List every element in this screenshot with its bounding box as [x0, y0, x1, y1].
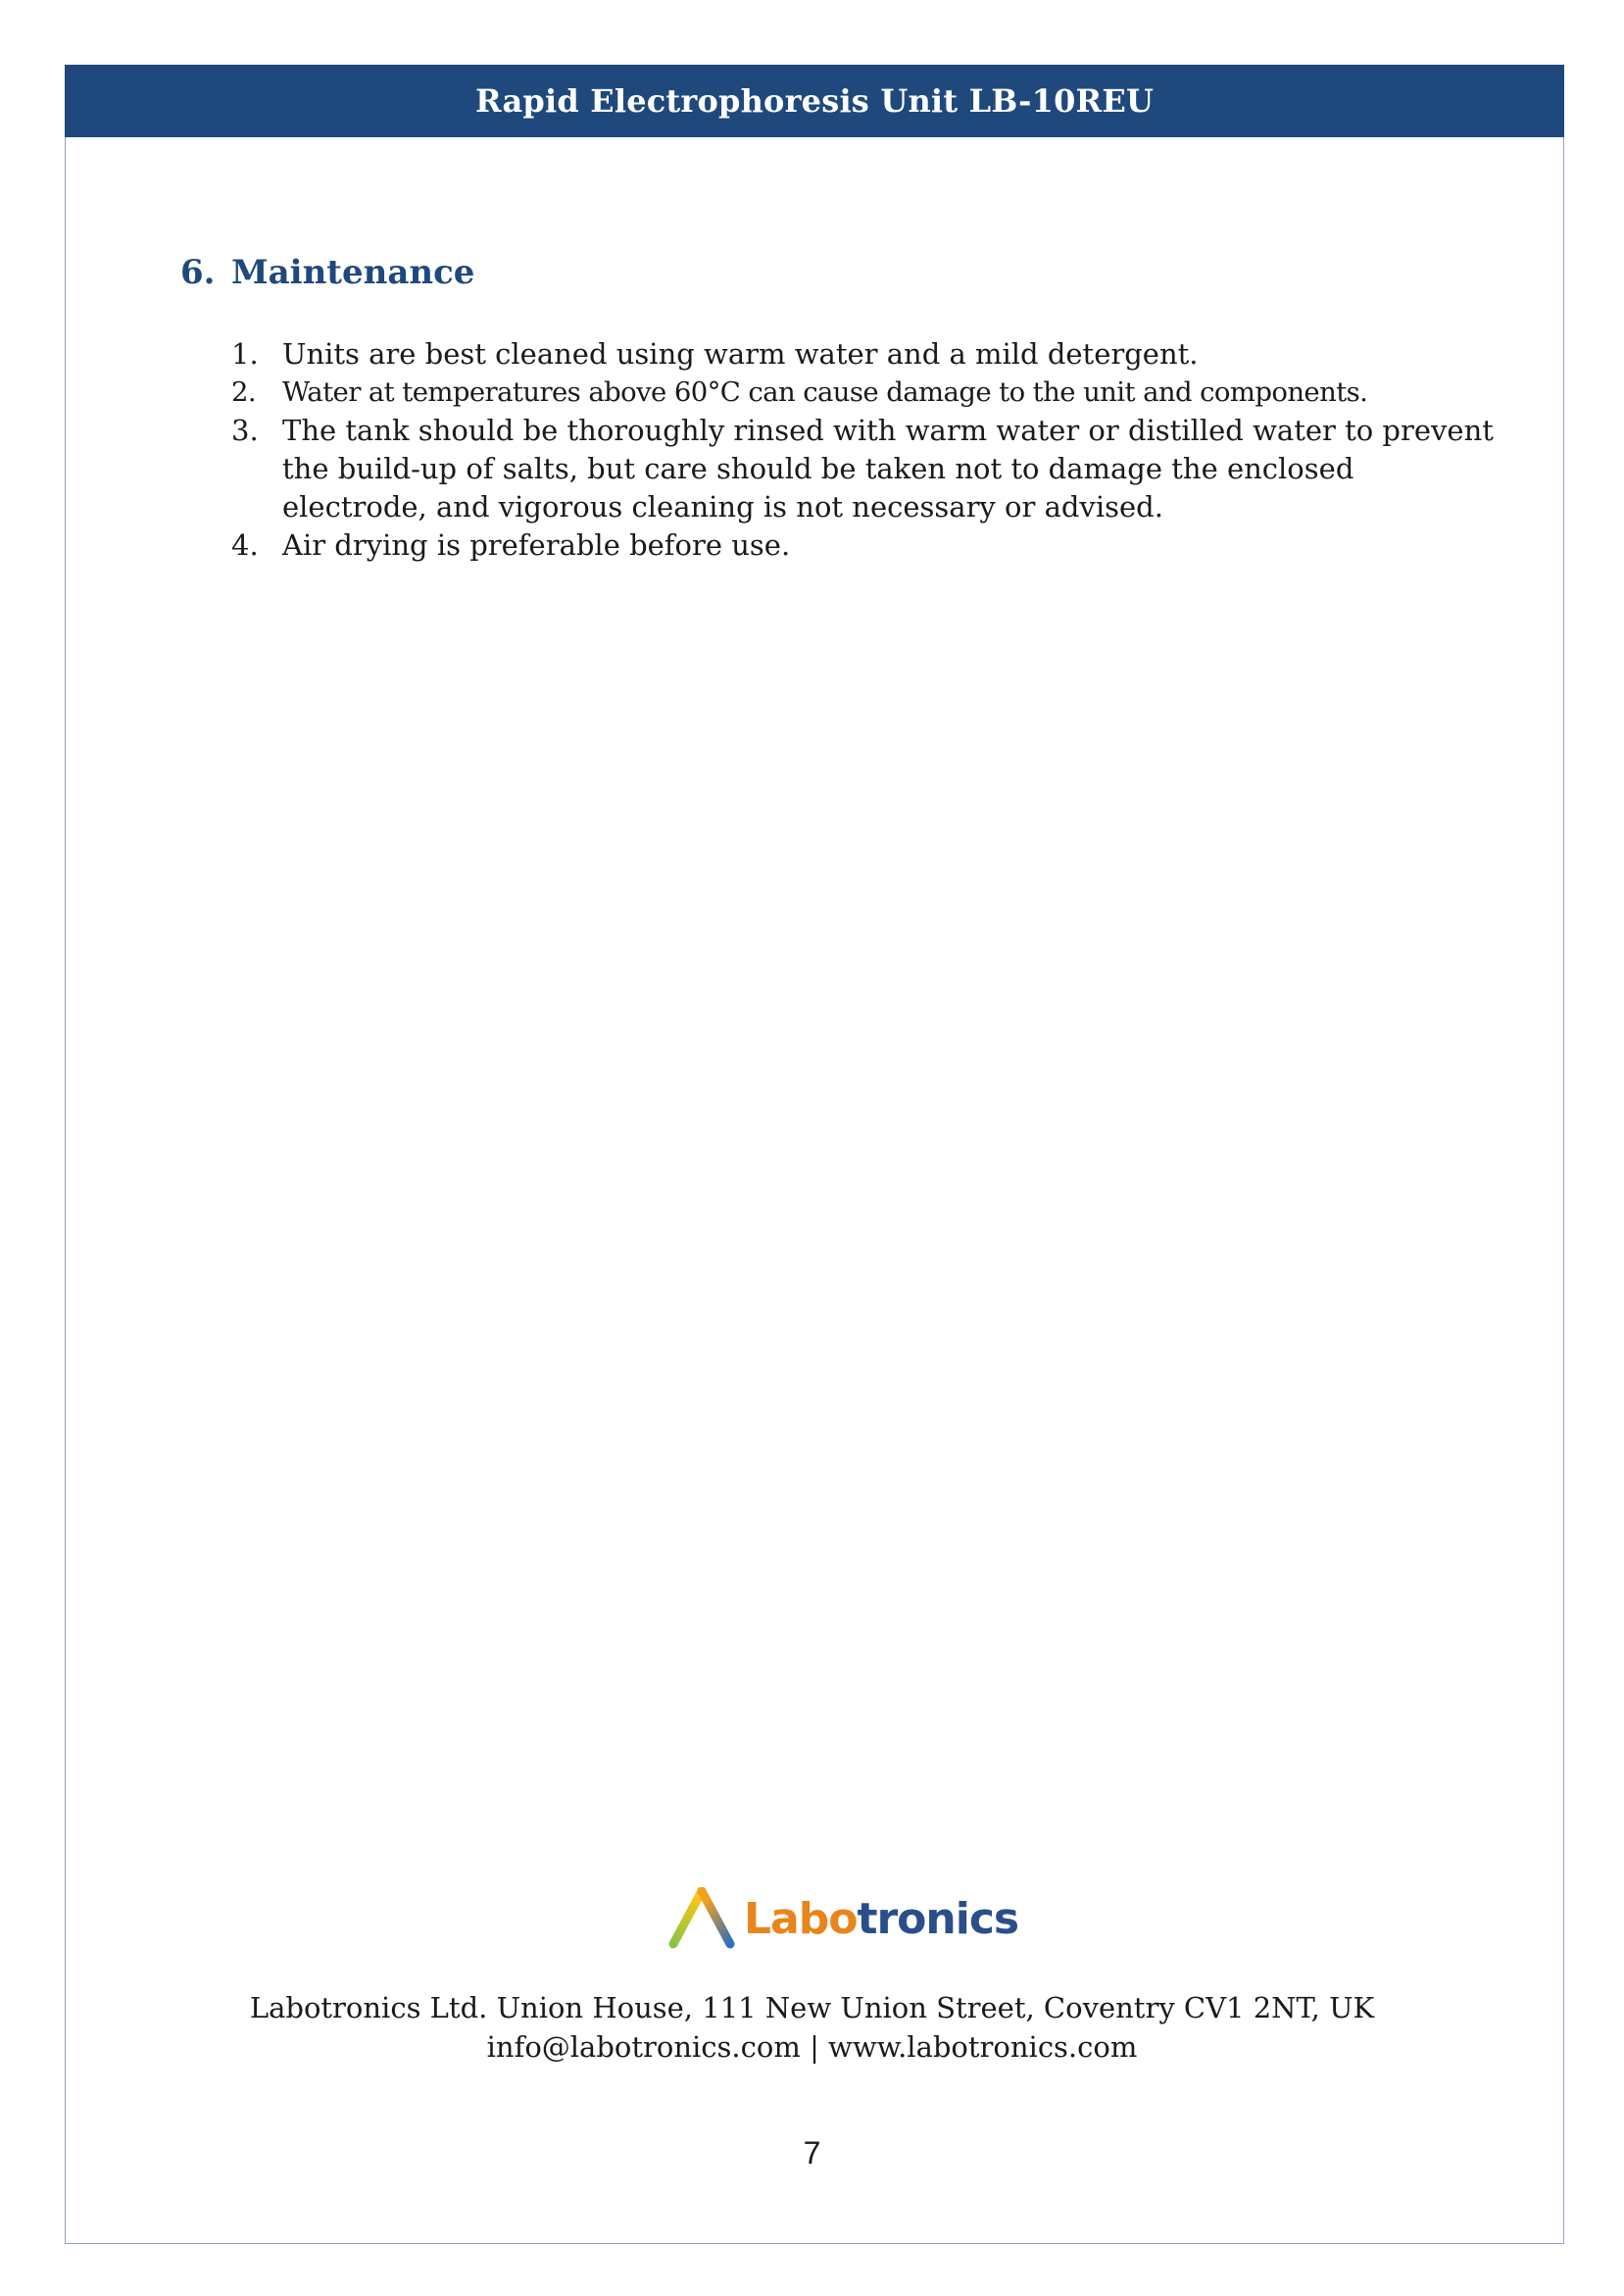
footer-address-line: Labotronics Ltd. Union House, 111 New Union Street, Coventry CV1 2NT, UK [249, 1991, 1375, 2024]
list-item-text: Air drying is preferable before use. [282, 528, 791, 562]
triangle-logo-icon [667, 1887, 736, 1950]
list-item-text: The tank should be thoroughly rinsed with warm water or distilled water to prevent the build-up of salts, but care should be taken not to damage the enclosed electrode, and vigorous cleaning is not necessary or advised. [282, 414, 1494, 524]
section-title: Maintenance [231, 253, 475, 292]
list-item [231, 335, 1505, 374]
list-marker: 4. [231, 528, 259, 562]
list-item [231, 412, 1505, 526]
footer-contact-line: info@labotronics.com | www.labotronics.com [486, 2030, 1138, 2064]
footer [0, 1988, 1624, 2067]
list-item [231, 526, 1505, 565]
section-number: 6. [180, 253, 216, 292]
section-heading [180, 253, 474, 292]
list-item [231, 374, 1505, 412]
list-marker: 1. [231, 337, 259, 371]
logo-wordmark [744, 1894, 1018, 1944]
list-marker: 2. [231, 376, 257, 408]
maintenance-list [231, 335, 1505, 565]
list-item-text: Water at temperatures above 60°C can cause damage to the unit and components. [282, 376, 1368, 408]
header-title: Rapid Electrophoresis Unit LB-10REU [474, 82, 1155, 120]
logo-text-tronics: tronics [857, 1893, 1019, 1944]
list-item-text: Units are best cleaned using warm water and a mild detergent. [282, 337, 1199, 371]
list-marker: 3. [231, 414, 259, 447]
document-header [65, 65, 1564, 137]
page-number: 7 [803, 2135, 821, 2171]
labotronics-logo [667, 1887, 1018, 1950]
logo-text-labo: Labo [744, 1893, 858, 1944]
